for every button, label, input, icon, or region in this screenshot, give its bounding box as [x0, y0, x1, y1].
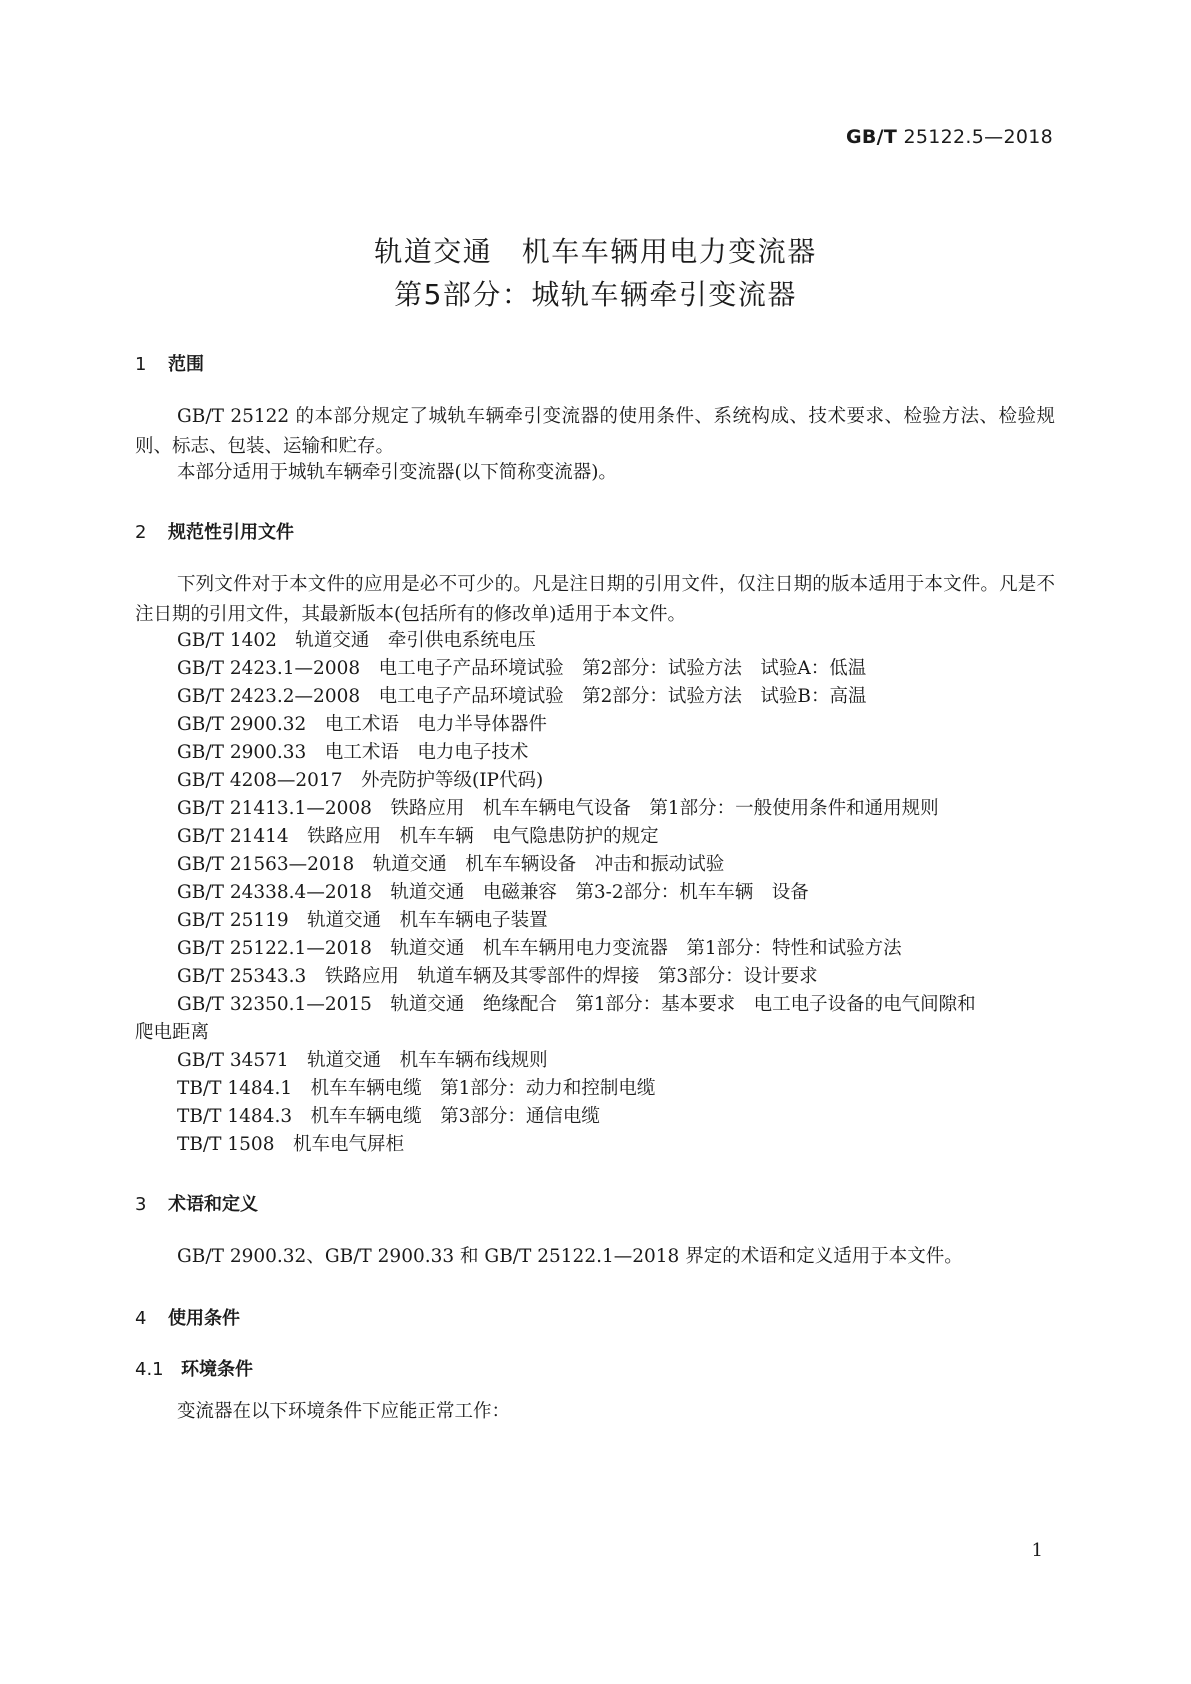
standard-code — [846, 126, 1053, 148]
section-3-paragraph: GB/T 2900.32、GB/T 2900.33 和 GB/T 25122.1—2018 界定的术语和定义适用于本文件。 — [177, 1246, 963, 1267]
standard-code-prefix: GB/T — [845, 126, 898, 148]
section-number: 4 — [135, 1308, 147, 1329]
reference-item: TB/T 1484.3 机车车辆电缆 第3部分：通信电缆 — [177, 1106, 600, 1127]
reference-item: GB/T 4208—2017 外壳防护等级(IP代码) — [177, 770, 544, 791]
section-1-heading — [135, 350, 204, 376]
document-title-line1: 轨道交通 机车车辆用电力变流器 — [374, 235, 817, 268]
subsection-4-1-heading — [135, 1355, 253, 1381]
reference-item: GB/T 21563—2018 轨道交通 机车车辆设备 冲击和振动试验 — [177, 854, 725, 875]
subsection-4-1-paragraph: 变流器在以下环境条件下应能正常工作： — [177, 1401, 511, 1422]
section-title: 范围 — [168, 354, 204, 375]
reference-item: GB/T 21413.1—2008 铁路应用 机车车辆电气设备 第1部分：一般使用条件和通用规则 — [177, 798, 939, 819]
subsection-number: 4.1 — [135, 1359, 164, 1380]
section-title: 使用条件 — [168, 1308, 240, 1329]
reference-item: GB/T 2423.2—2008 电工电子产品环境试验 第2部分：试验方法 试验B：高温 — [177, 686, 867, 707]
page-number: 1 — [1031, 1540, 1043, 1561]
reference-item: TB/T 1508 机车电气屏柜 — [177, 1134, 404, 1155]
reference-item: GB/T 34571 轨道交通 机车车辆布线规则 — [177, 1050, 548, 1071]
reference-item: TB/T 1484.1 机车车辆电缆 第1部分：动力和控制电缆 — [177, 1078, 656, 1099]
section-title: 术语和定义 — [168, 1194, 258, 1215]
subsection-title: 环境条件 — [181, 1359, 253, 1380]
reference-item-continuation: 爬电距离 — [135, 1022, 210, 1043]
section-2-intro: 下列文件对于本文件的应用是必不可少的。凡是注日期的引用文件，仅注日期的版本适用于本文件。凡是不注日期的引用文件，其最新版本(包括所有的修改单)适用于本文件。 — [135, 574, 1055, 625]
section-number: 2 — [135, 522, 147, 543]
standard-code-number: 25122.5—2018 — [903, 126, 1053, 148]
reference-item: GB/T 2900.32 电工术语 电力半导体器件 — [177, 714, 547, 735]
reference-item: GB/T 24338.4—2018 轨道交通 电磁兼容 第3-2部分：机车车辆 设备 — [177, 882, 809, 903]
reference-item: GB/T 32350.1—2015 轨道交通 绝缘配合 第1部分：基本要求 电工电子设备的电气间隙和 — [177, 994, 976, 1015]
section-2-heading — [135, 518, 294, 544]
reference-item: GB/T 2900.33 电工术语 电力电子技术 — [177, 742, 529, 763]
section-4-heading — [135, 1304, 240, 1330]
section-number: 3 — [135, 1194, 147, 1215]
reference-item: GB/T 25122.1—2018 轨道交通 机车车辆用电力变流器 第1部分：特性和试验方法 — [177, 938, 902, 959]
reference-item: GB/T 21414 铁路应用 机车车辆 电气隐患防护的规定 — [177, 826, 659, 847]
reference-item: GB/T 2423.1—2008 电工电子产品环境试验 第2部分：试验方法 试验A：低温 — [177, 658, 867, 679]
reference-item: GB/T 25343.3 铁路应用 轨道车辆及其零部件的焊接 第3部分：设计要求 — [177, 966, 818, 987]
section-number: 1 — [135, 354, 147, 375]
section-3-heading — [135, 1190, 258, 1216]
document-title-line2: 第5部分：城轨车辆牵引变流器 — [394, 278, 797, 311]
section-1-paragraph-2: 本部分适用于城轨车辆牵引变流器(以下简称变流器)。 — [177, 462, 617, 483]
reference-item: GB/T 25119 轨道交通 机车车辆电子装置 — [177, 910, 548, 931]
section-title: 规范性引用文件 — [168, 522, 294, 543]
section-1-paragraph-1: GB/T 25122 的本部分规定了城轨车辆牵引变流器的使用条件、系统构成、技术要求、检验方法、检验规则、标志、包装、运输和贮存。 — [135, 406, 1055, 457]
reference-item: GB/T 1402 轨道交通 牵引供电系统电压 — [177, 630, 536, 651]
